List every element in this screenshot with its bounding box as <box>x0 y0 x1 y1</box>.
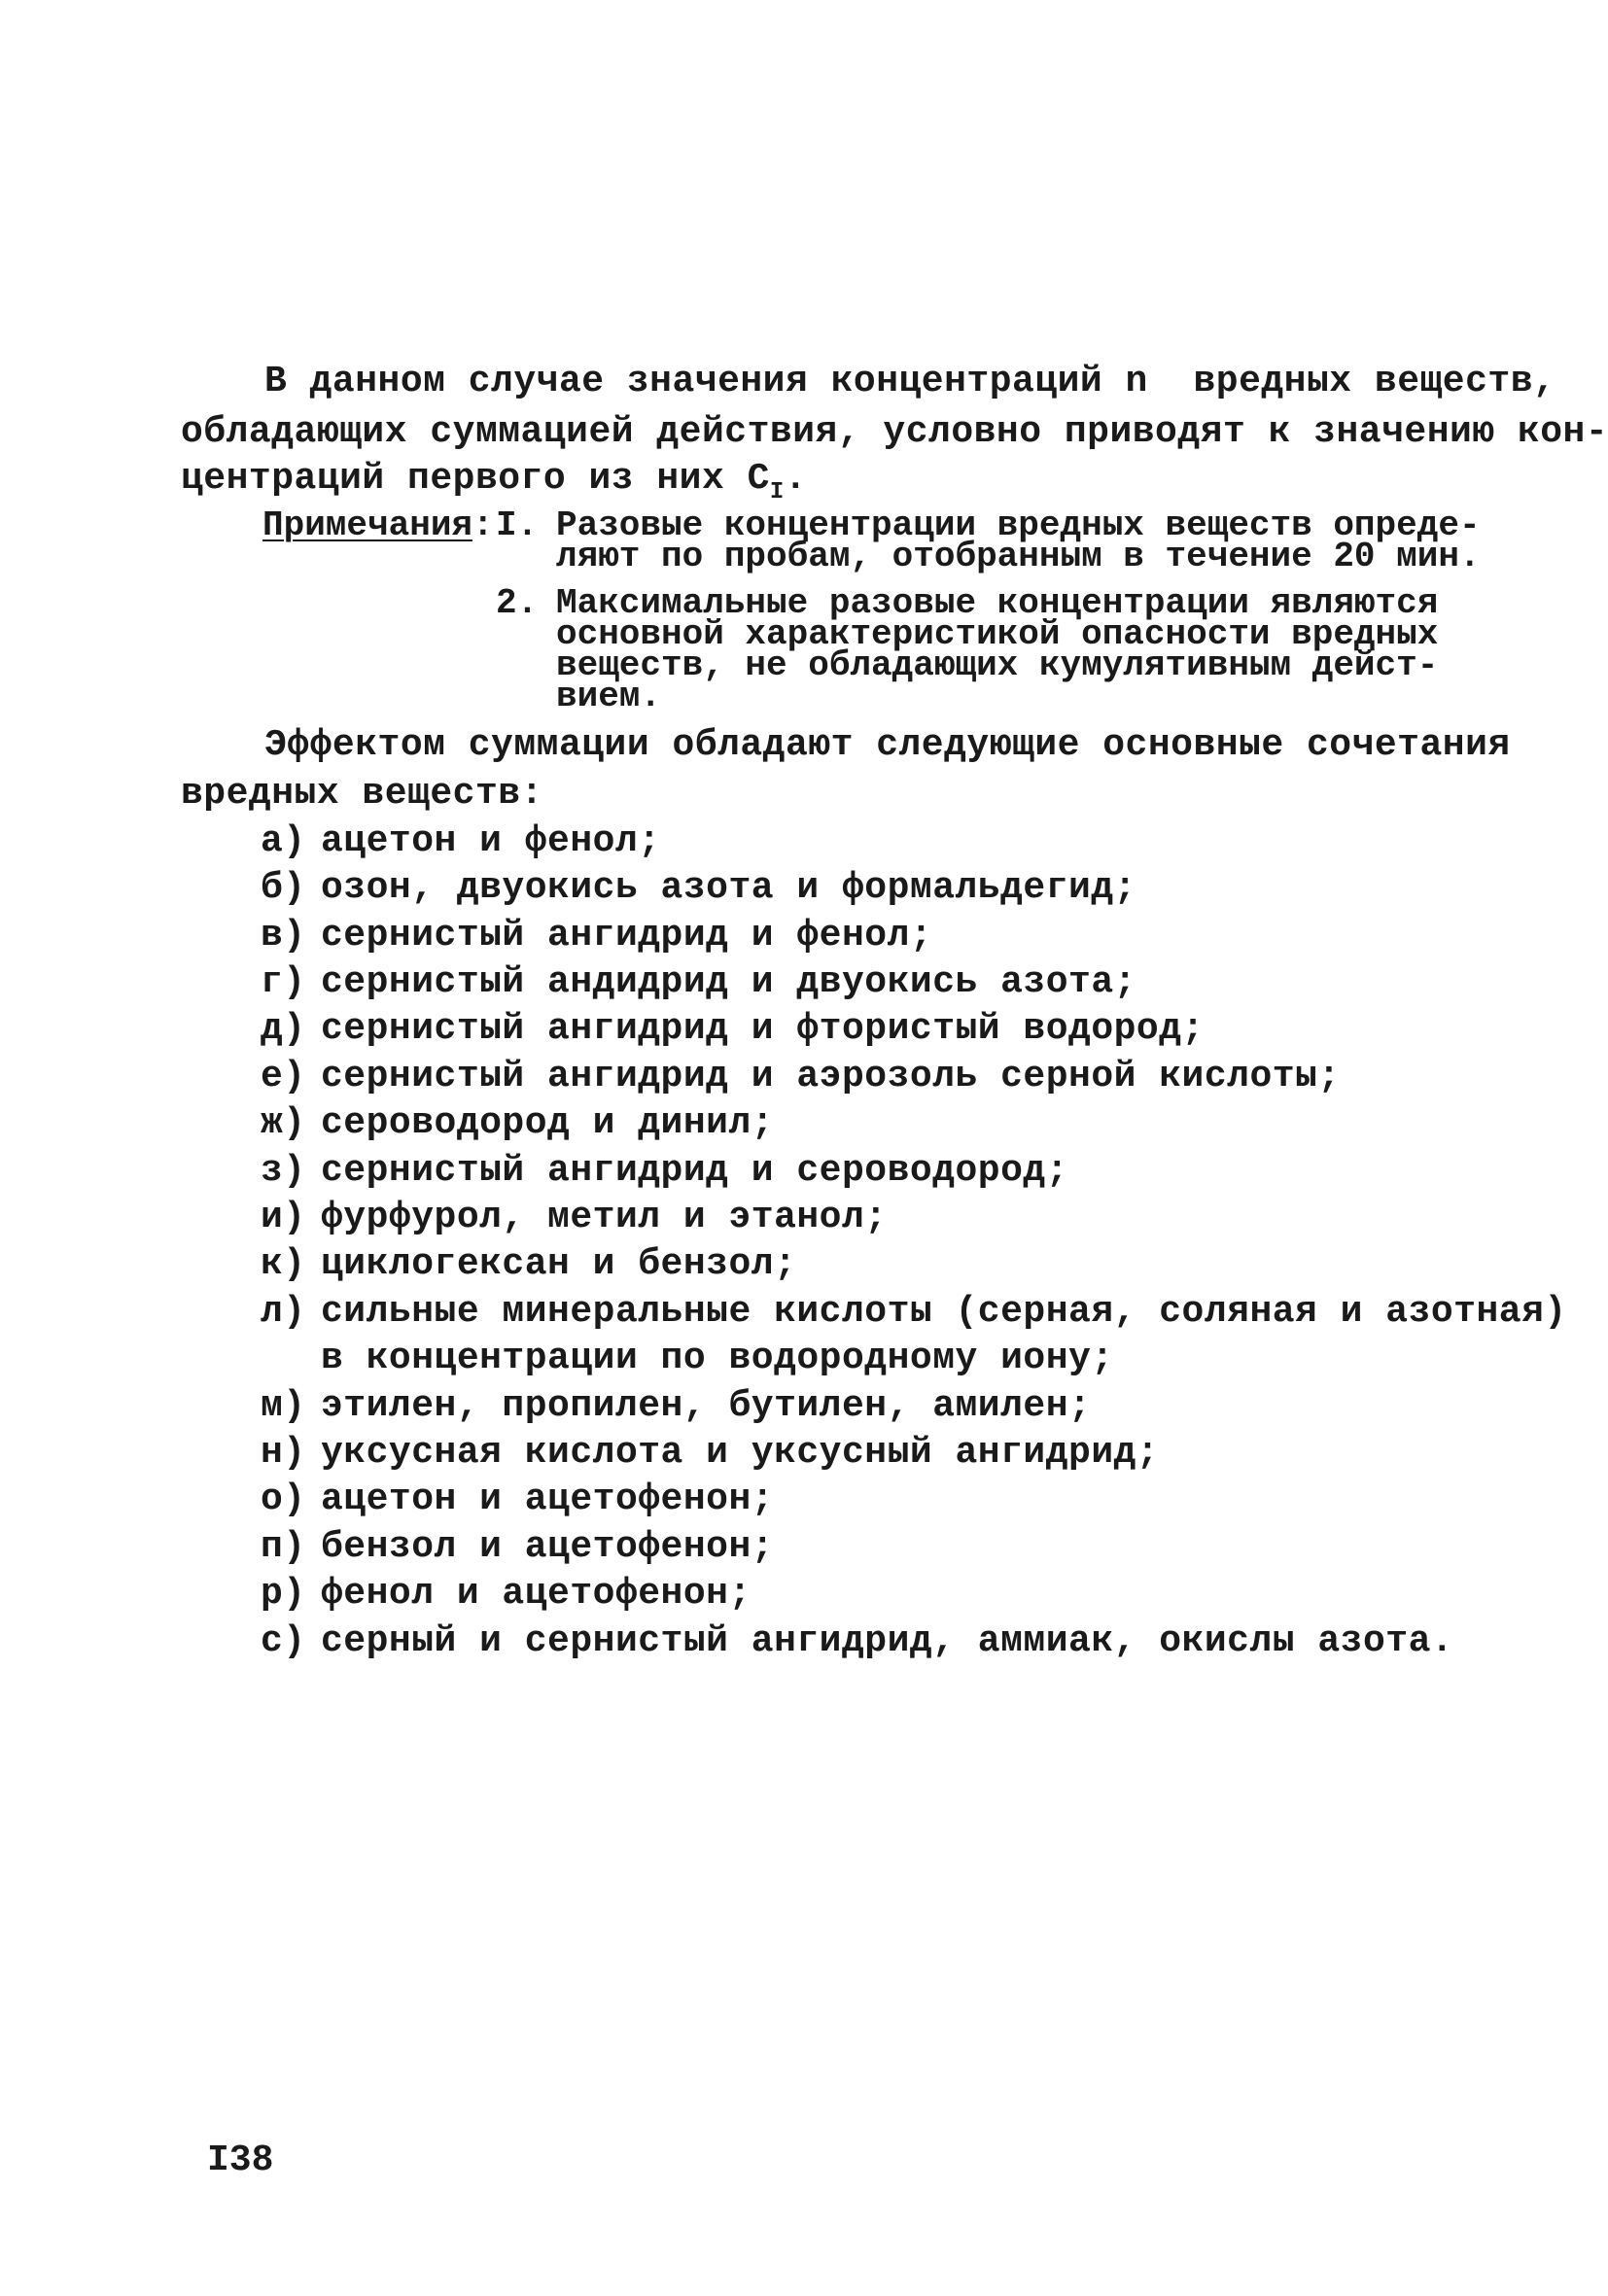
paragraph1-line1-text-b: вредных веществ, <box>1147 361 1556 402</box>
notes-label: Примечания <box>262 505 473 545</box>
note2-line4: вием. <box>556 677 662 716</box>
list-marker: б) <box>261 867 306 909</box>
list-item <box>261 819 661 864</box>
list-item <box>261 1572 752 1617</box>
list-text: циклогексан и бензол; <box>321 1243 797 1285</box>
paragraph1-line3-end: . <box>784 458 808 500</box>
list-text: сернистый андидрид и двуокись азота; <box>321 961 1136 1003</box>
list-text: уксусная кислота и уксусный ангидрид; <box>321 1432 1160 1474</box>
list-marker: к) <box>261 1243 306 1285</box>
paragraph2-line1: Эффектом суммации обладают следующие основные сочетания <box>264 724 1511 766</box>
list-marker: п) <box>261 1526 306 1568</box>
list-item <box>261 1525 774 1570</box>
list-text: ацетон и ацетофенон; <box>321 1478 775 1520</box>
list-text: этилен, пропилен, бутилен, амилен; <box>321 1385 1092 1427</box>
note1-number: I. <box>496 505 539 545</box>
notes-colon: : <box>472 505 494 545</box>
list-marker: ж) <box>261 1102 306 1144</box>
variable-n: n <box>1125 361 1148 402</box>
list-marker: в) <box>261 915 306 957</box>
list-marker: м) <box>261 1385 306 1427</box>
list-item-continuation <box>261 1337 1114 1381</box>
list-marker: з) <box>261 1150 306 1192</box>
list-marker: а) <box>261 820 306 862</box>
list-marker: и) <box>261 1197 306 1238</box>
list-marker: р) <box>261 1573 306 1615</box>
list-marker: г) <box>261 961 306 1003</box>
list-text: сернистый ангидрид и фенол; <box>321 915 933 957</box>
list-marker: с) <box>261 1620 306 1662</box>
list-marker: д) <box>261 1008 306 1050</box>
list-marker: н) <box>261 1432 306 1474</box>
list-item <box>261 1431 1159 1476</box>
list-marker: л) <box>261 1291 306 1333</box>
list-text: сернистый ангидрид и аэрозоль серной кислоты; <box>321 1056 1341 1097</box>
list-text: озон, двуокись азота и формальдегид; <box>321 867 1136 909</box>
list-item <box>261 1478 774 1522</box>
list-item <box>261 1101 774 1146</box>
list-text: сернистый ангидрид и сероводород; <box>321 1150 1069 1192</box>
list-text: фурфурол, метил и этанол; <box>321 1197 888 1238</box>
list-marker: о) <box>261 1478 306 1520</box>
paragraph1-line1-text-a: В данном случае значения концентраций <box>264 361 1126 402</box>
page-number: I38 <box>207 2139 274 2181</box>
list-item <box>261 1290 1567 1335</box>
list-text: сернистый ангидрид и фтористый водород; <box>321 1008 1205 1050</box>
list-item <box>261 914 932 958</box>
list-item <box>261 1149 1068 1194</box>
list-item <box>261 1384 1091 1429</box>
note1-line1: Разовые концентрации вредных веществ опреде- <box>556 505 1481 545</box>
list-text: ацетон и фенол; <box>321 820 661 862</box>
paragraph1-line3-text: центраций первого из них С <box>181 458 770 500</box>
list-text: серный и сернистый ангидрид, аммиак, окислы азота. <box>321 1620 1454 1662</box>
paragraph2-line2: вредных веществ: <box>181 773 543 815</box>
list-text: бензол и ацетофенон; <box>321 1526 775 1568</box>
note1-line2: ляют по пробам, отобранным в течение 20 мин. <box>556 537 1481 576</box>
paragraph1-line1 <box>264 360 1556 404</box>
notes-heading <box>262 505 494 545</box>
note2-number: 2. <box>496 583 539 623</box>
list-item <box>261 960 1136 1005</box>
note2-line3: веществ, не обладающих кумулятивным дейст- <box>556 645 1439 685</box>
list-text: сильные минеральные кислоты (серная, соляная и азотная) <box>321 1291 1567 1333</box>
list-item <box>261 1196 888 1240</box>
list-item <box>261 1055 1341 1099</box>
note2-line1: Максимальные разовые концентрации являются <box>556 583 1439 623</box>
list-marker: е) <box>261 1056 306 1097</box>
paragraph1-line2: обладающих суммацией действия, условно приводят к значению кон- <box>181 411 1608 453</box>
list-item <box>261 1007 1205 1052</box>
list-item <box>261 1619 1453 1664</box>
list-text: фенол и ацетофенон; <box>321 1573 752 1615</box>
list-text: в концентрации по водородному иону; <box>321 1338 1114 1379</box>
list-item <box>261 866 1136 911</box>
list-item <box>261 1242 796 1287</box>
list-text: сероводород и динил; <box>321 1102 775 1144</box>
subscript-one: I <box>769 479 785 505</box>
note2-line2: основной характеристикой опасности вредных <box>556 614 1439 654</box>
